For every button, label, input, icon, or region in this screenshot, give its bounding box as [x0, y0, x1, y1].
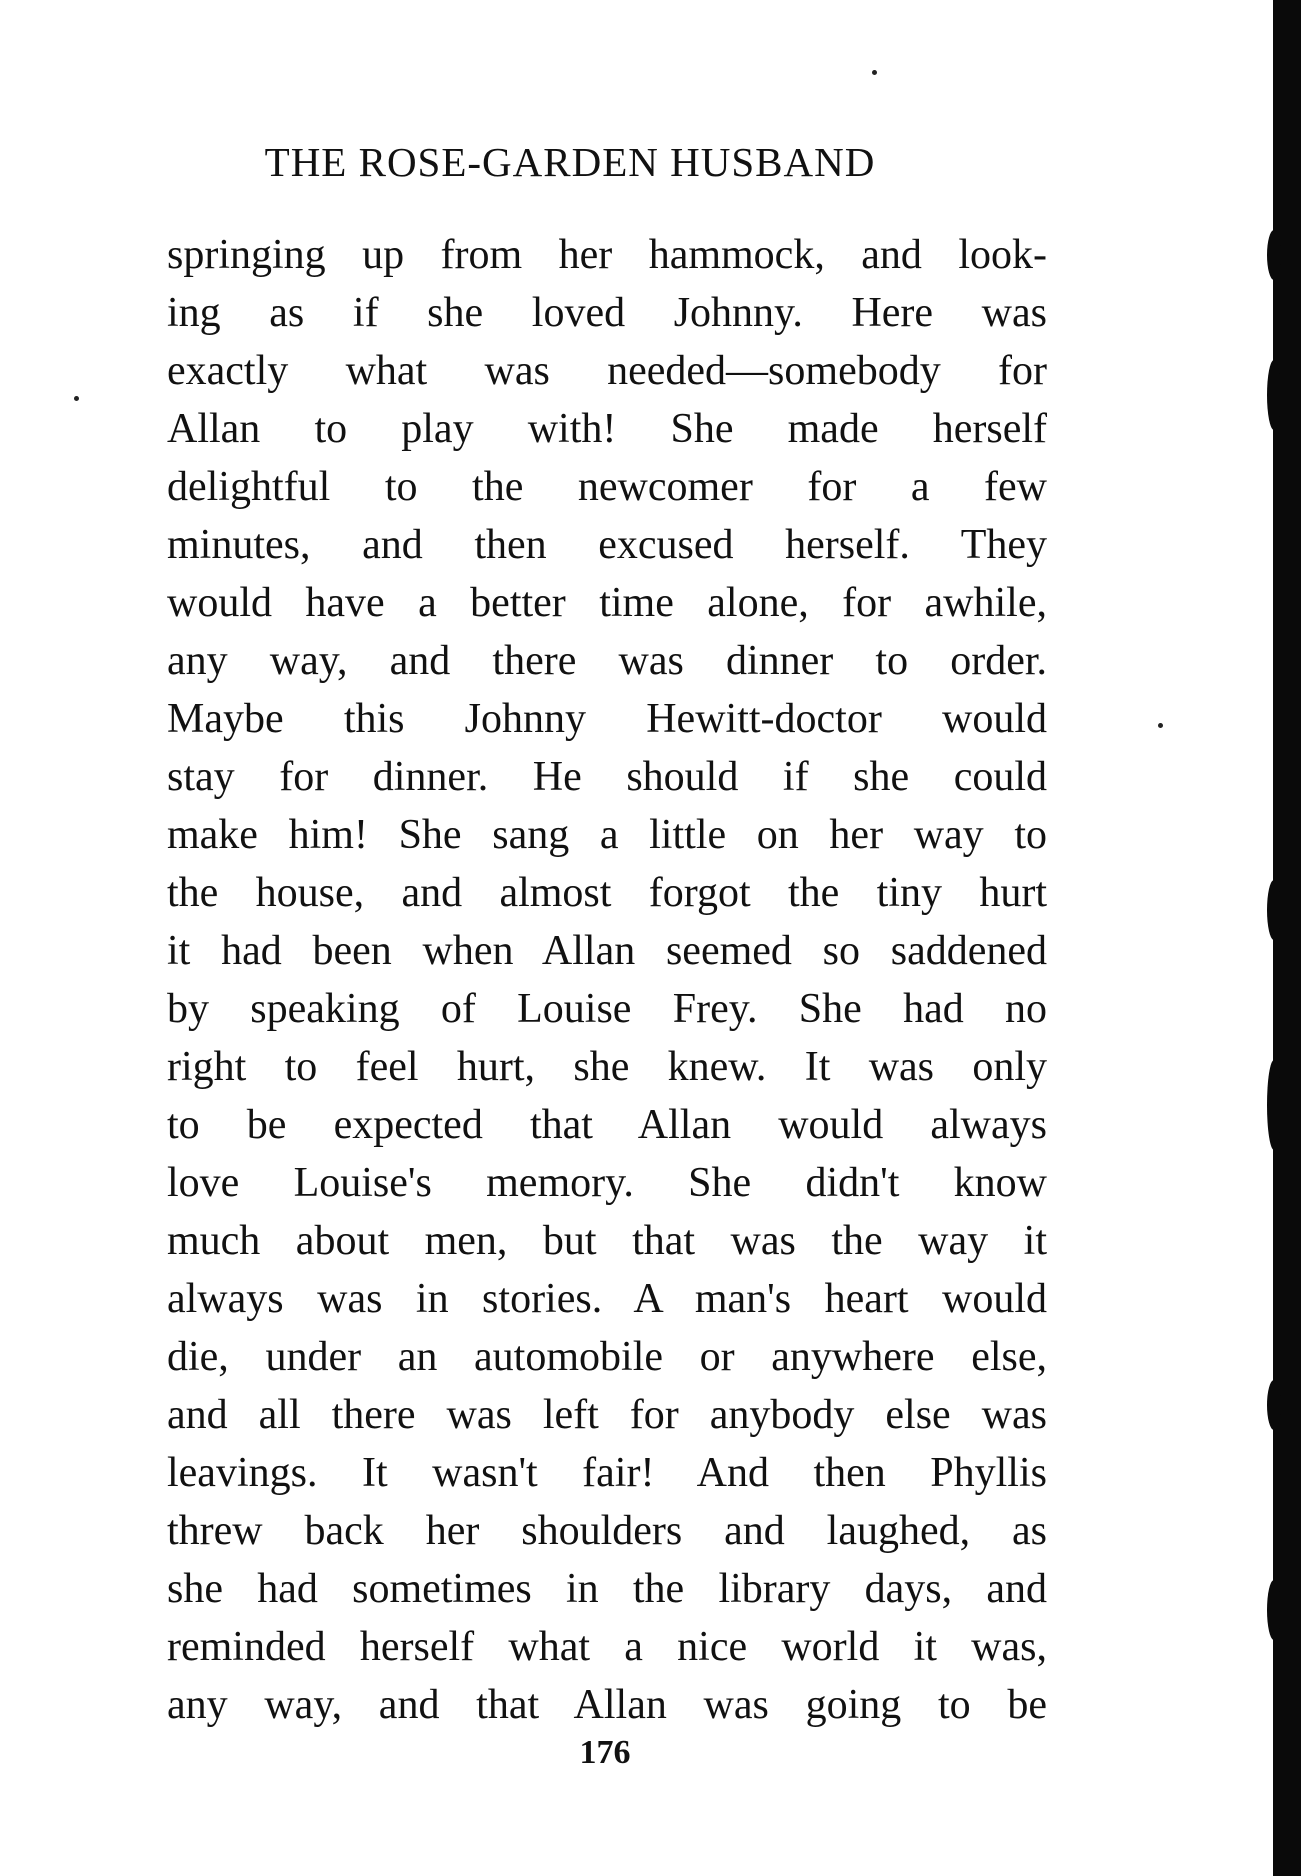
binding-mark — [1267, 1380, 1281, 1430]
text-line: love Louise's memory. She didn't know — [167, 1160, 1047, 1206]
text-line: she had sometimes in the library days, and — [167, 1566, 1047, 1612]
text-line: the house, and almost forgot the tiny hurt — [167, 870, 1047, 916]
text-line: Allan to play with! She made herself — [167, 406, 1047, 452]
page-number: 176 — [579, 1734, 631, 1771]
text-line: much about men, but that was the way it — [167, 1218, 1047, 1264]
text-line: and all there was left for anybody else was — [167, 1392, 1047, 1438]
text-line: Maybe this Johnny Hewitt-doctor would — [167, 696, 1047, 742]
text-line: right to feel hurt, she knew. It was only — [167, 1044, 1047, 1090]
scan-speck — [1158, 723, 1163, 728]
text-line: exactly what was needed—somebody for — [167, 348, 1047, 394]
running-head: THE ROSE-GARDEN HUSBAND — [264, 139, 876, 185]
scan-speck — [74, 396, 79, 401]
text-line: ing as if she loved Johnny. Here was — [167, 290, 1047, 336]
text-line: threw back her shoulders and laughed, as — [167, 1508, 1047, 1554]
text-line: reminded herself what a nice world it was, — [167, 1624, 1047, 1670]
scan-speck — [872, 70, 877, 75]
binding-mark — [1267, 230, 1281, 280]
text-line: to be expected that Allan would always — [167, 1102, 1047, 1148]
text-line: springing up from her hammock, and look- — [167, 232, 1047, 278]
binding-mark — [1267, 1580, 1281, 1640]
text-line: always was in stories. A man's heart would — [167, 1276, 1047, 1322]
text-line: die, under an automobile or anywhere else, — [167, 1334, 1047, 1380]
binding-mark — [1267, 880, 1281, 940]
text-line: it had been when Allan seemed so saddened — [167, 928, 1047, 974]
text-line: by speaking of Louise Frey. She had no — [167, 986, 1047, 1032]
text-line: stay for dinner. He should if she could — [167, 754, 1047, 800]
text-line: any way, and there was dinner to order. — [167, 638, 1047, 684]
binding-mark — [1267, 1060, 1281, 1150]
text-line: any way, and that Allan was going to be — [167, 1682, 1047, 1728]
text-line: would have a better time alone, for awhile, — [167, 580, 1047, 626]
text-line: minutes, and then excused herself. They — [167, 522, 1047, 568]
text-line: delightful to the newcomer for a few — [167, 464, 1047, 510]
text-line: leavings. It wasn't fair! And then Phyllis — [167, 1450, 1047, 1496]
body-text — [167, 226, 1047, 1734]
text-line: make him! She sang a little on her way to — [167, 812, 1047, 858]
binding-mark — [1267, 360, 1281, 430]
